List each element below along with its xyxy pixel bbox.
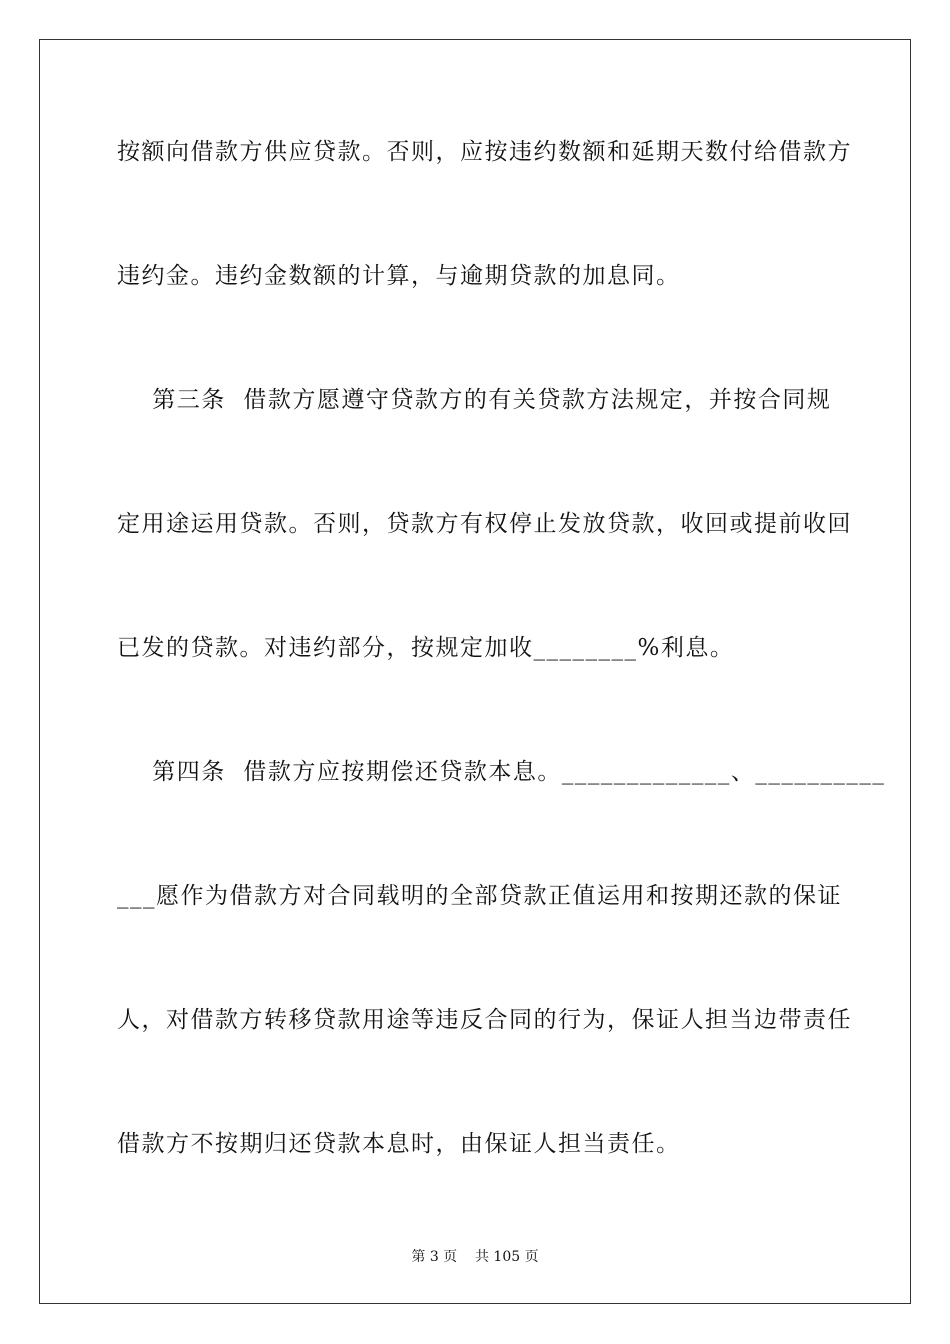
body-text-line: 已发的贷款。对违约部分，按规定加收________%利息。 — [117, 635, 735, 661]
body-text-line: ___愿作为借款方对合同载明的全部贷款正值运用和按期还款的保证 — [117, 883, 842, 909]
body-text-line: 定用途运用贷款。否则，贷款方有权停止发放贷款，收回或提前收回 — [117, 511, 852, 537]
article-4-heading-line: 第四条 借款方应按期偿还贷款本息。_____________、__________ — [117, 759, 886, 785]
body-text-line: 违约金。违约金数额的计算，与逾期贷款的加息同。 — [117, 263, 681, 289]
body-text-line: 按额向借款方供应贷款。否则，应按违约数额和延期天数付给借款方 — [117, 139, 852, 165]
article-3-heading-line: 第三条 借款方愿遵守贷款方的有关贷款方法规定，并按合同规 — [117, 387, 832, 413]
body-text-line: 人，对借款方转移贷款用途等违反合同的行为，保证人担当边带责任 — [117, 1007, 852, 1033]
page-number-footer: 第 3 页 共 105 页 — [411, 1249, 539, 1265]
body-text-line: 借款方不按期归还贷款本息时，由保证人担当责任。 — [117, 1131, 681, 1157]
page-frame — [39, 39, 911, 1304]
